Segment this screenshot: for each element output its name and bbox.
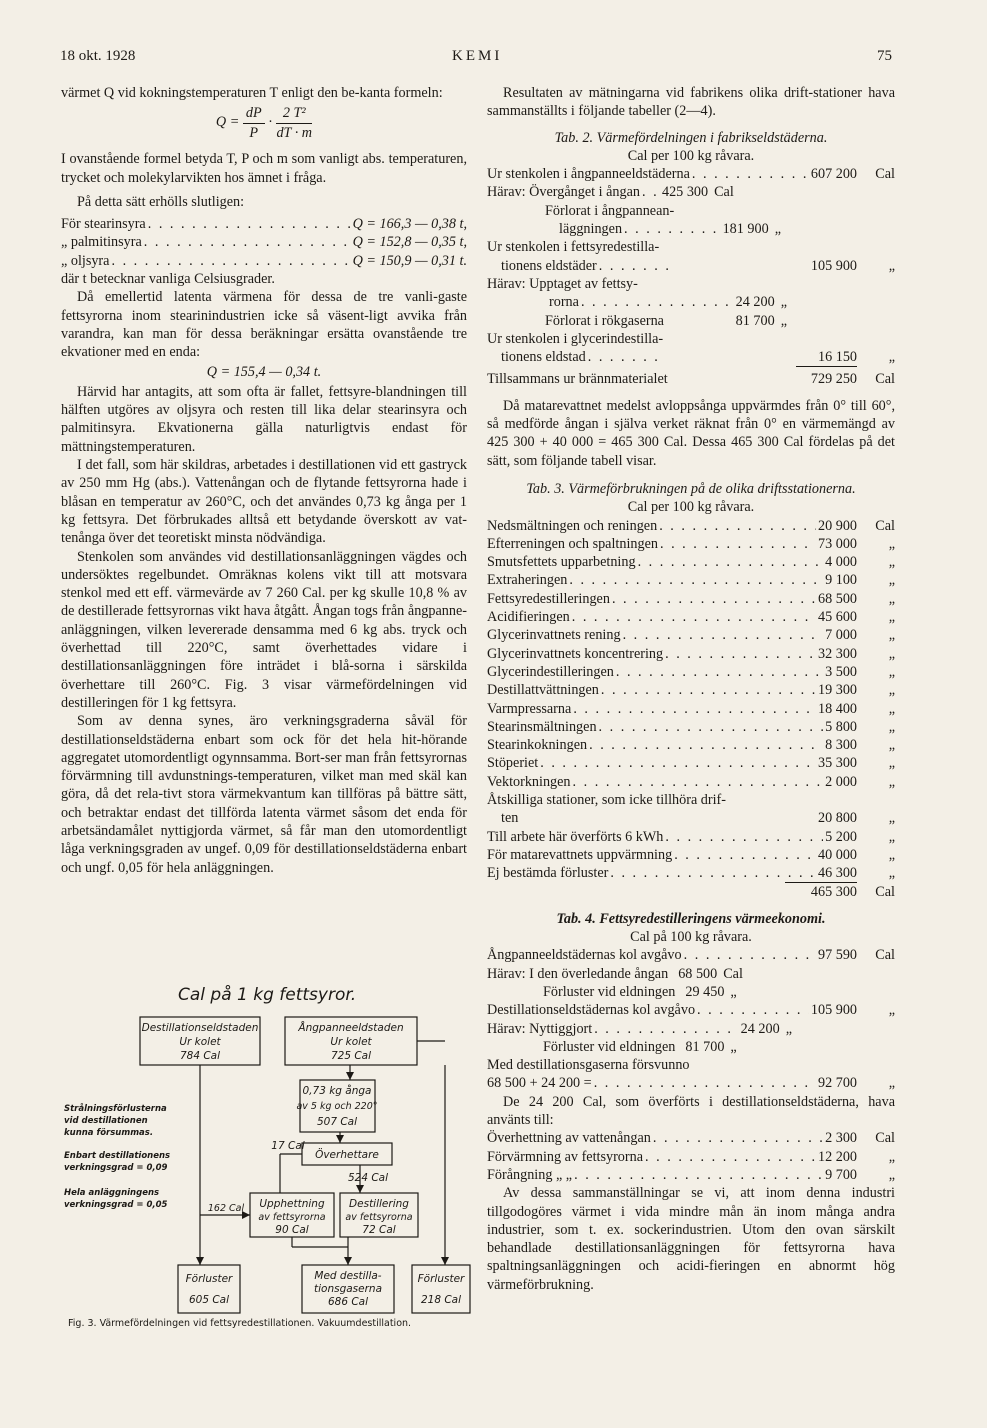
paragraph: Stenkolen som användes vid destillationsanläggningen vägdes och undersöktes regelbundet. Omräknas kolens vikt till att motsvara stenkol med ett eff. värmevärde av 7 260 Cal. per kg skulle 10,8 % av de destillerade fettsyrornas vikt hava åtgått. Ångan togs från ångpanne-anläggningen, vilken levererade densamma med 6 kg abs. tryck och överhettad till 220°C, samt överhettades vidare i destillationsanläggningen före inträdet i blå-sorna i särskilda överhettare till 260°C. Fig. 3 visar värmefördelningen vid destilleringen för 1 kg fettsyra. — [61, 548, 467, 711]
table-3 — [487, 480, 895, 902]
table-row: Förlorat i ångpannean- läggningen . . . 181 900 „ — [487, 202, 895, 239]
box6-line2: av fettsyrorna — [345, 1212, 413, 1223]
table-row: Förvärmning av fettsyrorna . . . 12 200 „ — [487, 1148, 895, 1166]
table-row: Acidifieringen . . . 45 600 „ — [487, 608, 895, 626]
box3-line3: 507 Cal — [316, 1116, 358, 1128]
table-total: 465 300 Cal — [487, 882, 895, 901]
table-row: Extraheringen . . . 9 100 „ — [487, 571, 895, 589]
equation-row: „ palmitinsyra . . . Q = 152,8 — 0,35 t, — [61, 233, 467, 251]
table-row: Destillationseldstädernas kol avgåvo . . . 105 900 „ — [487, 1001, 895, 1019]
table-subtitle: Cal på 100 kg råvara. — [630, 929, 752, 946]
box8-line1: Med destilla- — [314, 1270, 382, 1282]
paragraph: På detta sätt erhölls slutligen: — [77, 193, 245, 210]
equation-row: „ oljsyra . . . Q = 150,9 — 0,31 t. — [61, 252, 467, 270]
label-524-cal: 524 Cal — [347, 1172, 389, 1184]
box9-line1: Förluster — [417, 1273, 465, 1285]
box7-line1: Förluster — [185, 1273, 233, 1285]
table-row: 68 500 + 24 200 = . . . 92 700 „ — [487, 1074, 895, 1092]
table-title: Tab. 3. Värmeförbrukningen på de olika driftsstationerna. — [526, 480, 856, 497]
paragraph: Då matarevattnet medelst avloppsånga uppvärmdes från 0° till 60°, så medförde ångan i själva verket räknat från 0° en värmemängd av 425 300 + 40 000 = 465 300 Cal. Dessa 465 300 Cal fördelas på det sätt, som följande tabell visar. — [487, 397, 895, 469]
table-row: Härav: Nyttiggjort . . . 24 200 „ — [487, 1020, 792, 1038]
table-row: Smutsfettets upparbetning . . . 4 000 „ — [487, 553, 895, 571]
equation-list — [61, 215, 467, 270]
table-rows — [487, 828, 895, 883]
box5-line3: 90 Cal — [275, 1224, 309, 1236]
table-row: Stearinsmältningen . . . 5 800 „ — [487, 718, 895, 736]
table-row: Förluster vid eldningen 81 700 „ — [543, 1038, 737, 1055]
box5-line2: av fettsyrorna — [258, 1212, 326, 1223]
table-subtitle: Cal per 100 kg råvara. — [627, 147, 755, 164]
page-number: 75 — [877, 48, 892, 64]
header-date: 18 okt. 1928 — [60, 48, 136, 64]
table-row: Förångning „ „ . . . 9 700 „ — [487, 1166, 895, 1184]
table-total: Tillsammans ur brännmaterialet 729 250 Cal — [487, 371, 895, 388]
box3-line1: 0,73 kg ånga — [302, 1085, 372, 1097]
note3-line2: verkningsgrad = 0,05 — [64, 1200, 168, 1210]
box8-line2: tionsgaserna — [313, 1283, 383, 1295]
table-row: Ej bestämda förluster . . . 46 300 „ — [487, 864, 895, 882]
box2-line2: Ur kolet — [330, 1036, 372, 1048]
table-row: Till arbete här överförts 6 kWh . . . 5 200 „ — [487, 828, 895, 846]
page-header — [60, 48, 890, 72]
box3-line2: av 5 kg och 220° — [296, 1101, 378, 1112]
note3-line1: Hela anläggningens — [64, 1188, 160, 1198]
box7-line2: 605 Cal — [188, 1294, 230, 1306]
note2-line1: Enbart destillationens — [64, 1151, 171, 1161]
box9-line2: 218 Cal — [420, 1294, 462, 1306]
left-column — [61, 84, 467, 877]
paragraph: I ovanstående formel betyda T, P och m som vanligt abs. temperaturen, trycket och molekylarvikten hos ämnet i fråga. — [61, 151, 467, 186]
table-title: Tab. 4. Fettsyredestilleringens värmeekonomi. — [556, 910, 826, 927]
figure-caption: Fig. 3. Värmefördelningen vid fettsyredestillationen. Vakuumdestillation. — [68, 1318, 412, 1329]
paragraph: där t betecknar vanliga Celsiusgrader. — [61, 271, 275, 288]
paragraph: Av dessa sammanställningar se vi, att inom denna industri tillgodogöres värmet i vida mindre mån än inom många andra industrier, som t. ex. sockerindustrien. Utom den ovan särskilt behandlade destillationsanläggningen för fettsyrorna hava spaltningsanläggningen och acidi-fieringen en abnormt hög värmeförbrukning. — [487, 1185, 895, 1293]
figure-3-heat-diagram — [60, 985, 475, 1345]
table-row: Ur stenkolen i ångpanneeldstäderna . . . 607 200 Cal — [487, 165, 895, 183]
table-row: Fettsyredestilleringen . . . 68 500 „ — [487, 590, 895, 608]
box1-line2: Ur kolet — [179, 1036, 221, 1048]
box6-line1: Destillering — [349, 1198, 409, 1210]
table-row: Ur stenkolen i glycerindestilla- tionens eldstad . . . 16 150 „ — [487, 330, 895, 368]
paragraph: Resultaten av mätningarna vid fabrikens olika drift-stationer hava sammanställts i följande tabeller (2—4). — [487, 85, 895, 120]
table-row: Förluster vid eldningen 29 450 „ — [543, 983, 737, 1000]
table-row: Nedsmältningen och reningen . . . 20 900 Cal — [487, 517, 895, 535]
heat-flow-diagram — [60, 985, 475, 1315]
table-row: Härav: Upptaget av fettsy- rorna . . . 24 200 „ — [487, 275, 895, 312]
clausius-formula: Q = $\frac{dP}{P}$ · $\frac{\text{2 T²}}{dT \cdot m}$ — [215, 105, 313, 141]
right-column — [487, 84, 895, 1294]
note1-line2: vid destillationen — [64, 1116, 148, 1126]
table-row: Förlorat i rökgaserna 81 700 „ — [545, 312, 787, 329]
box4-label: Överhettare — [315, 1149, 379, 1161]
table-row: Vektorkningen . . . 2 000 „ — [487, 773, 895, 791]
table-row: Glycerinvattnets rening . . . 7 000 „ — [487, 626, 895, 644]
table-row: Destillattvättningen . . . 19 300 „ — [487, 681, 895, 699]
table-subtitle: Cal per 100 kg råvara. — [627, 499, 755, 516]
paragraph: värmet Q vid kokningstemperaturen T enligt den be-kanta formeln: — [61, 85, 443, 101]
box1-line1: Destillationseldstaden — [141, 1022, 259, 1034]
header-journal: KEMI — [452, 48, 503, 64]
table-row: Härav: I den överledande ångan 68 500 Cal — [487, 965, 743, 982]
table-rows — [487, 517, 895, 791]
table-row: Efterreningen och spaltningen . . . 73 000 „ — [487, 535, 895, 553]
box6-line3: 72 Cal — [362, 1224, 396, 1236]
table-row: Varmpressarna . . . 18 400 „ — [487, 700, 895, 718]
table-row: Överhettning av vattenångan . . . 2 300 Cal — [487, 1129, 895, 1147]
equation-row: För stearinsyra . . . Q = 166,3 — 0,38 t, — [61, 215, 467, 233]
label-17-cal: 17 Cal — [271, 1140, 305, 1152]
table-4 — [487, 910, 895, 1184]
box8-line3: 686 Cal — [327, 1296, 369, 1308]
table-row: Stöperiet . . . 35 300 „ — [487, 754, 895, 772]
table-row: Härav: Övergånget i ångan . . . 425 300 Cal — [487, 183, 895, 201]
table-row: För matarevattnets uppvärmning . . . 40 000 „ — [487, 846, 895, 864]
table-2 — [487, 129, 895, 389]
box2-line3: 725 Cal — [330, 1050, 372, 1062]
table-row: Med destillationsgaserna försvunno — [487, 1057, 690, 1074]
note1-line1: Strålningsförlusterna — [64, 1104, 167, 1114]
paragraph: Då emellertid latenta värmena för dessa de tre vanli-gaste fettsyrorna inom stearinindustrien icke så väsent-ligt avvika från varandra, kan man för dessa beräkningar ersätta ovanstående tre ekvationer med en enda: — [61, 289, 467, 361]
paragraph: Som av denna synes, äro verkningsgraderna såväl för destillationseldstäderna enbart som ock för det hela hit-hörande aggregatet utomordentligt ogynnsamma. Bort-ser man från fettsyrornas förvärmning till avdunstnings-temperaturen, vilket man med skäl kan göra, då det rela-tivt stora värmekvantum kan tillföras på bättre sätt, och betraktar endast det tillförda latenta värmet såsom det enda för arbetsändamålet nyttigjorda värmet, så får man den utomordentligt låga verkningsgraden av ungef. 0,09 för destillationseldstäderna enbart och ungf. 0,05 för hela anläggningen. — [61, 713, 467, 876]
note1-line3: kunna försummas. — [64, 1128, 154, 1138]
figure-title: Cal på 1 kg fettsyror. — [178, 985, 357, 1005]
single-equation: Q = 155,4 — 0,34 t. — [206, 363, 322, 380]
paragraph: Härvid har antagits, att som ofta är fallet, fettsyre-blandningen till hälften utgöres av oljsyra och resten till lika delar stearinsyra och palmitinsyra. Ekvationerna gälla naturligtvis endast för mättningstemperaturen. — [61, 383, 467, 455]
table-row: Glycerinvattnets koncentrering . . . 32 300 „ — [487, 645, 895, 663]
paragraph: I det fall, som här skildras, arbetades i destillationen vid ett gastryck av 250 mm Hg (abs.). Vattenångan och de flytande fettsyrorna hade i blåsan en temperatur av 260°C, och det användes 0,73 kg ånga per 1 kg fettsyra. Det förbrukades alltså ett betydande överskott av vat-tenånga över det teoretiskt minsta nödvändiga. — [61, 457, 467, 547]
box2-line1: Ångpanneeldstaden — [298, 1022, 404, 1034]
box1-line3: 784 Cal — [179, 1050, 221, 1062]
table-row: Glycerindestilleringen . . . 3 500 „ — [487, 663, 895, 681]
table-row: Ångpanneeldstädernas kol avgåvo . . . 97 590 Cal — [487, 946, 895, 964]
box5-line1: Upphettning — [259, 1198, 325, 1210]
table-row: Åtskilliga stationer, som icke tillhöra drif- ten 20 800 „ — [487, 791, 895, 827]
table-row: Stearinkokningen . . . 8 300 „ — [487, 736, 895, 754]
note2-line2: verkningsgrad = 0,09 — [64, 1163, 168, 1173]
table-row: Ur stenkolen i fettsyredestilla- tionens eldstäder . . . 105 900 „ — [487, 238, 895, 275]
table-title: Tab. 2. Värmefördelningen i fabrikseldstäderna. — [554, 129, 828, 146]
label-162-cal: 162 Cal — [207, 1203, 245, 1214]
paragraph: De 24 200 Cal, som överförts i destillationseldstäderna, hava använts till: — [487, 1093, 895, 1129]
